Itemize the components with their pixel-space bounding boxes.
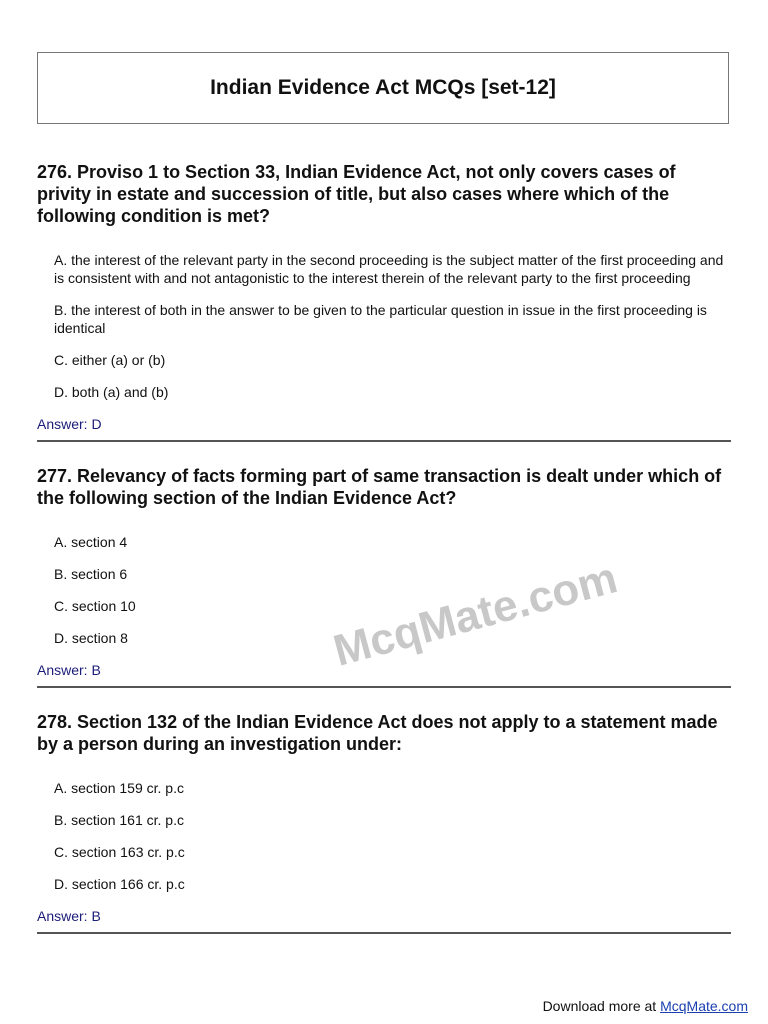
divider	[37, 440, 731, 442]
footer	[543, 998, 748, 1014]
watermark: McqMate.com	[328, 553, 623, 676]
divider	[37, 932, 731, 934]
option-d: D. section 8	[54, 630, 128, 646]
option-a: A. section 4	[54, 534, 128, 550]
question-text: 278. Section 132 of the Indian Evidence Act does not apply to a statement made by a person during an investigation under:	[37, 712, 718, 754]
option-c: C. section 163 cr. p.c	[54, 844, 185, 860]
option-a: A. the interest of the relevant party in the second proceeding is the subject matter of the first proceeding and is consistent with and not antagonistic to the interest therein of the relevant party to the first proceeding	[54, 252, 724, 286]
question-278	[37, 711, 731, 934]
answer: Answer: D	[37, 416, 102, 432]
answer: Answer: B	[37, 662, 101, 678]
divider	[37, 686, 731, 688]
option-c: C. section 10	[54, 598, 136, 614]
question-text: 277. Relevancy of facts forming part of same transaction is dealt under which of the following section of the Indian Evidence Act?	[37, 466, 722, 508]
question-276	[37, 161, 731, 442]
option-d: D. section 166 cr. p.c	[54, 876, 185, 892]
option-c: C. either (a) or (b)	[54, 352, 166, 368]
option-a: A. section 159 cr. p.c	[54, 780, 184, 796]
question-text: 276. Proviso 1 to Section 33, Indian Evidence Act, not only covers cases of privity in estate and succession of title, but also cases where which of the following condition is met?	[37, 162, 676, 226]
question-list	[37, 161, 731, 957]
footer-text: Download more at	[542, 998, 661, 1014]
answer: Answer: B	[37, 908, 101, 924]
option-b: B. section 161 cr. p.c	[54, 812, 184, 828]
option-b: B. the interest of both in the answer to be given to the particular question in issue in the first proceeding is identical	[54, 302, 707, 336]
footer-link[interactable]: McqMate.com	[660, 998, 748, 1014]
option-b: B. section 6	[54, 566, 128, 582]
page-title: Indian Evidence Act MCQs [set-12]	[210, 76, 556, 99]
option-d: D. both (a) and (b)	[54, 384, 169, 400]
title-box	[37, 52, 729, 124]
question-277	[37, 465, 731, 688]
